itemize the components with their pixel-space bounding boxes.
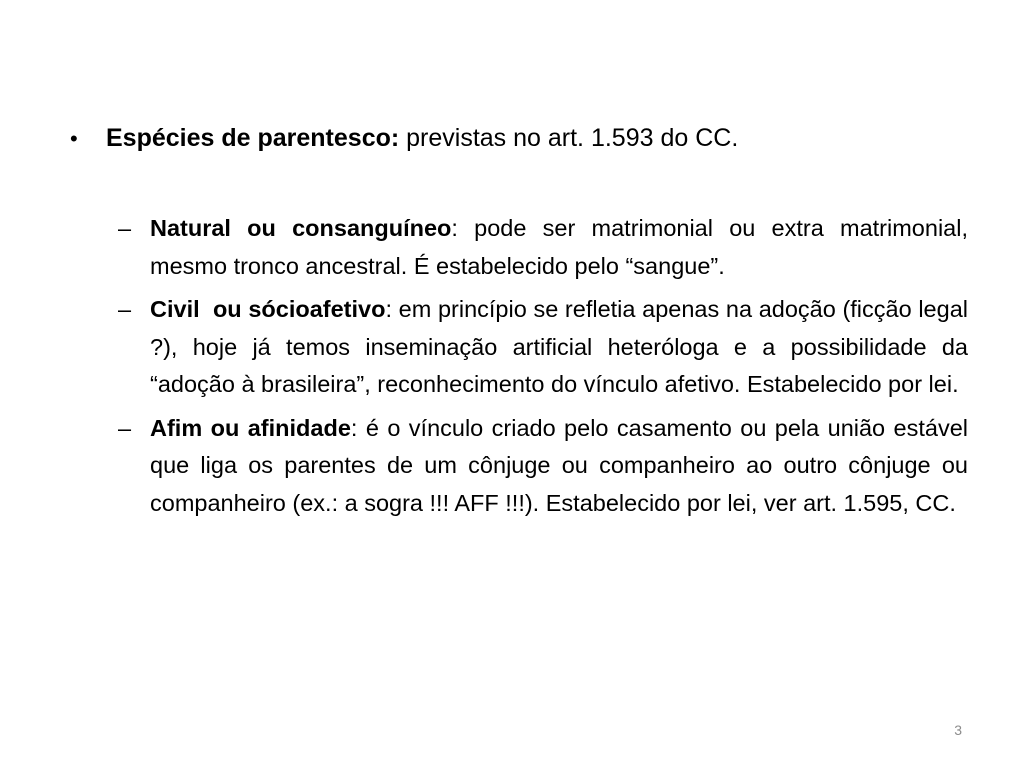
sub-item-natural [110, 210, 968, 285]
sub-item-term: Afim ou afinidade [150, 414, 351, 441]
sub-item-text: : pode ser matrimonial ou extra matrimonial, mesmo tronco ancestral. É estabelecido pelo “sangue”. [150, 215, 968, 279]
dash-icon: – [118, 215, 132, 241]
sub-item-afim [110, 410, 968, 523]
sub-list [110, 210, 968, 528]
sub-item-text: : em princípio se refletia apenas na adoção (ficção legal ?), hoje já temos inseminação artificial heteróloga e a possibilidade da “adoção à brasileira”, reconhecimento do vínculo afetivo. Estabelecido por lei. [150, 296, 968, 397]
dash-icon: – [118, 414, 132, 441]
dash-icon: – [118, 296, 132, 322]
bullet-icon: • [70, 126, 78, 151]
sub-item-term: Civil ou sócioafetivo [150, 296, 386, 322]
page-number: 3 [954, 722, 962, 738]
main-bullet-text: previstas no art. 1.593 do CC. [399, 124, 739, 152]
sub-item-civil [110, 291, 968, 404]
sub-item-text: : é o vínculo criado pelo casamento ou pela união estável que liga os parentes de um cônjuge ou companheiro ao outro cônjuge ou companheiro (ex.: a sogra !!! AFF !!!). Estabelecido por lei, ver art. 1.595, CC. [150, 414, 968, 516]
main-bullet [70, 118, 970, 159]
sub-item-term: Natural ou consanguíneo [150, 215, 452, 241]
main-bullet-term: Espécies de parentesco: [106, 124, 400, 152]
